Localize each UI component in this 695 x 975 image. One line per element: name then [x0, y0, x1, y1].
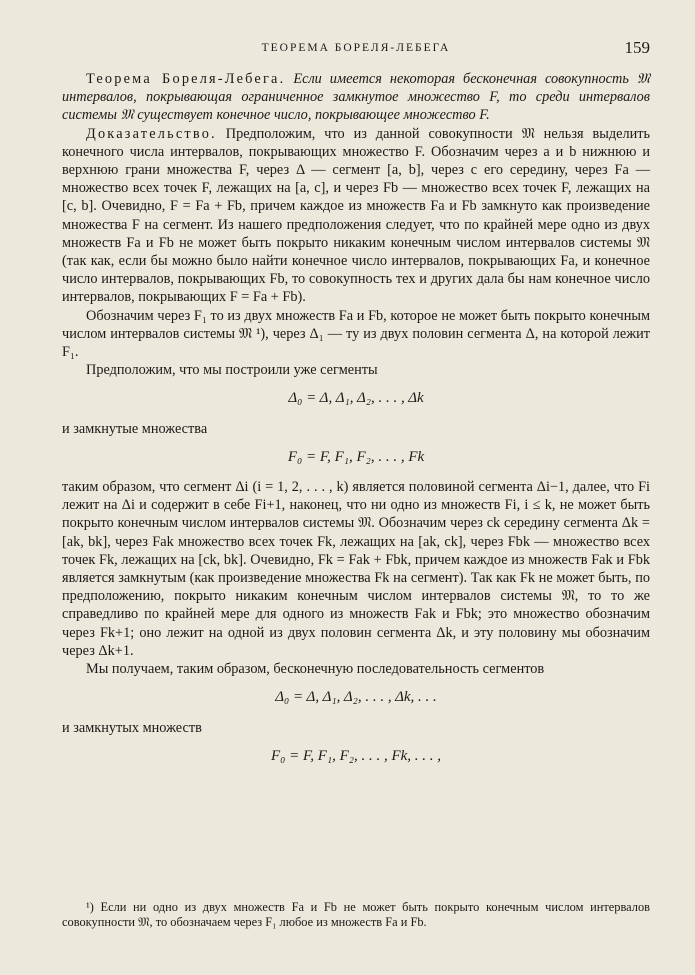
running-head [62, 38, 650, 58]
theorem-label: Теорема Бореля-Лебега. [86, 71, 286, 87]
proof-paragraph-1 [62, 125, 650, 307]
proof-paragraph-6: Мы получаем, таким образом, бесконечную последовательность сегментов [86, 661, 545, 678]
proof-paragraph-7: и замкнутых множеств [62, 719, 202, 736]
formula-sets: F₀ = F, F₁, F₂, . . . , Fk [287, 448, 425, 465]
proof-text-1: Предположим, что из данной совокупности 𝔐 нельзя выделить конечного числа интервалов, покрывающих множество F. Обозначим через a и b нижнюю и верхнюю грани множества F, через Δ — сегмент [a, b], через c его середину, через Fa — множество всех точек F, лежащих на [a, c], и через Fb — множество всех точек F, лежащих на [c, b]. Очевидно, F = Fa + Fb, причем каждое из множеств Fa и Fb замкнуто как произведение множества F на сегмент. Из нашего предположения следует, что по крайней мере одно из двух множеств Fa и Fb не может быть покрыто никаким конечным числом интервалов системы 𝔐 (так как, если бы можно было найти конечное число интервалов, покрывающих Fa, и конечное число интервалов, покрывающих Fb, то совокупность тех и других дала бы нам конечное число интервалов, покрывающих F = Fa + Fb). [62, 125, 650, 306]
proof-paragraph-3: Предположим, что мы построили уже сегменты [86, 362, 378, 379]
footnote [62, 900, 650, 930]
running-title: ТЕОРЕМА БОРЕЛЯ-ЛЕБЕГА [261, 42, 451, 54]
formula-segments: Δ₀ = Δ, Δ₁, Δ₂, . . . , Δk [288, 390, 424, 407]
theorem-statement: Если имеется некоторая бесконечная совокупность 𝔐 интервалов, покрывающая ограниченное замкнутое множество F, то среди интервалов системы 𝔐 существует конечное число, покрывающее множество F. [62, 71, 651, 124]
page-body [62, 70, 650, 777]
proof-paragraph-2: Обозначим через F₁ то из двух множеств Fa и Fb, которое не может быть покрыто конечным числом интервалов системы 𝔐 ¹), через Δ₁ — ту из двух половин сегмента Δ, на которой лежит F₁. [62, 307, 650, 361]
footnote-text: ¹) Если ни одно из двух множеств Fa и Fb не может быть покрыто конечным числом интервалов совокупности 𝔐, то обозначаем через F₁ любое из множеств Fa и Fb. [62, 900, 650, 929]
formula-segment-sequence: Δ₀ = Δ, Δ₁, Δ₂, . . . , Δk, . . . [275, 689, 437, 706]
theorem-paragraph [62, 70, 650, 125]
proof-label: Доказательство. [86, 125, 217, 142]
page-number: 159 [624, 38, 650, 57]
formula-set-sequence: F₀ = F, F₁, F₂, . . . , Fk, . . . , [270, 747, 442, 764]
proof-paragraph-5: таким образом, что сегмент Δi (i = 1, 2, . . . , k) является половиной сегмента Δi−1, далее, что Fi лежит на Δi и содержит в себе Fi+1, наконец, что ни одно из множеств Fi, i ≤ k, не может быть покрыто конечным числом интервалов системы 𝔐. Обозначим через ck середину сегмента Δk = [ak, bk], через Fak множество всех точек Fk, лежащих на [ak, ck], через Fbk — множество всех точек Fk, лежащих на [ck, bk]. Очевидно, Fk = Fak + Fbk, причем каждое из множеств Fak и Fbk является замкнутым (как произведение множества Fk на сегмент). Так как Fk не может быть, по предположению, покрыто никаким конечным числом интервалов системы 𝔐, то то же справедливо по крайней мере для одного из множеств Fak и Fbk; это множество обозначим через Fk+1; оно лежит на одной из двух половин сегмента Δk, и эту половину мы обозначим через Δk+1. [62, 479, 650, 659]
proof-paragraph-4: и замкнутые множества [62, 420, 208, 437]
